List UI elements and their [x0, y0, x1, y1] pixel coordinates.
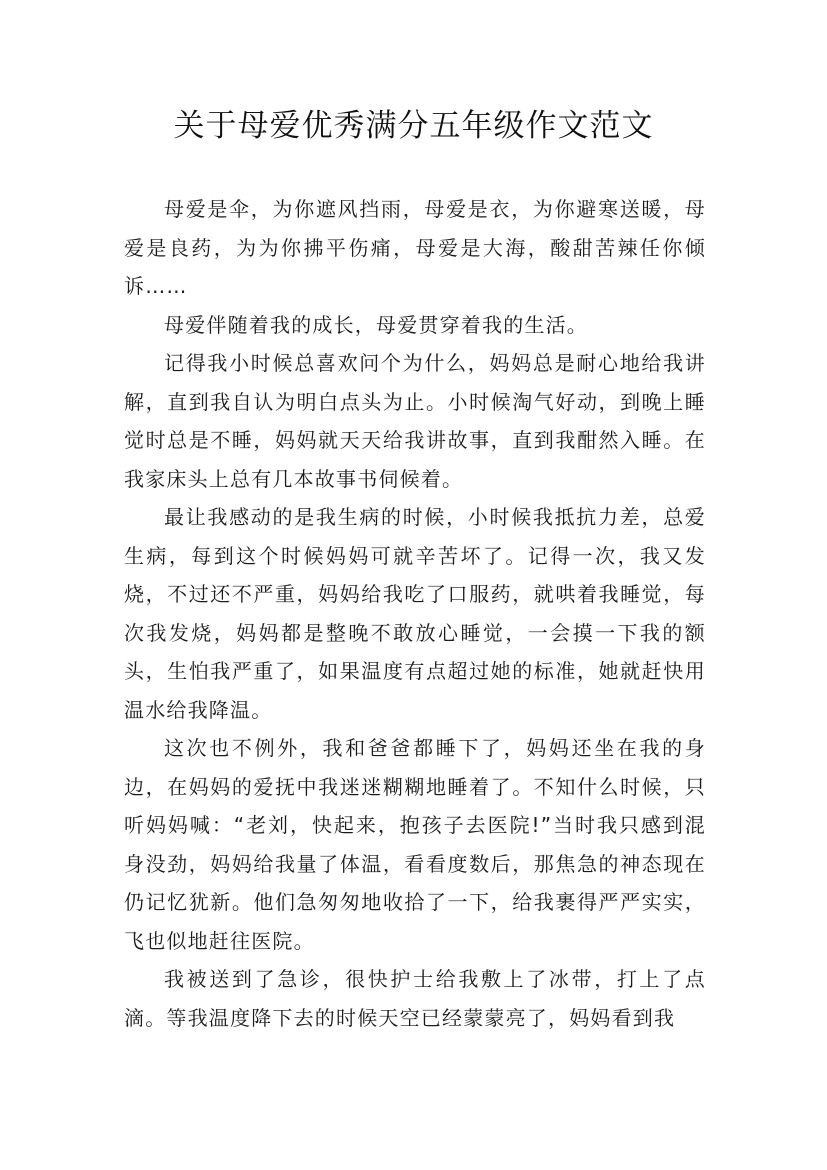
paragraph: 记得我小时候总喜欢问个为什么，妈妈总是耐心地给我讲解，直到我自认为明白点头为止。小时候淘气好动，到晚上睡觉时总是不睡，妈妈就天天给我讲故事，直到我酣然入睡。在我家床头上总有几本故事书伺候着。 [124, 351, 706, 491]
paragraph: 我被送到了急诊，很快护士给我敷上了冰带，打上了点滴。等我温度降下去的时候天空已经蒙蒙亮了，妈妈看到我 [124, 967, 706, 1030]
paragraph: 母爱是伞，为你遮风挡雨，母爱是衣，为你避寒送暖，母爱是良药，为为你拂平伤痛，母爱是大海，酸甜苦辣任你倾诉…… [124, 197, 706, 298]
document-title: 关于母爱优秀满分五年级作文范文 [173, 108, 654, 144]
document-body [124, 190, 706, 1037]
paragraph: 母爱伴随着我的成长，母爱贯穿着我的生活。 [164, 312, 588, 337]
paragraph: 最让我感动的是我生病的时候，小时候我抵抗力差，总爱生病，每到这个时候妈妈可就辛苦坏了。记得一次，我又发烧，不过还不严重，妈妈给我吃了口服药，就哄着我睡觉，每次我发烧，妈妈都是整晚不敢放心睡觉，一会摸一下我的额头，生怕我严重了，如果温度有点超过她的标准，她就赶快用温水给我降温。 [124, 505, 706, 722]
paragraph: 这次也不例外，我和爸爸都睡下了，妈妈还坐在我的身边，在妈妈的爱抚中我迷迷糊糊地睡着了。不知什么时候，只听妈妈喊：“老刘，快起来，抱孩子去医院!”当时我只感到混身没劲，妈妈给我量了体温，看看度数后，那焦急的神态现在仍记忆犹新。他们急匆匆地收拾了一下，给我裹得严严实实，飞也似地赶往医院。 [124, 736, 706, 953]
